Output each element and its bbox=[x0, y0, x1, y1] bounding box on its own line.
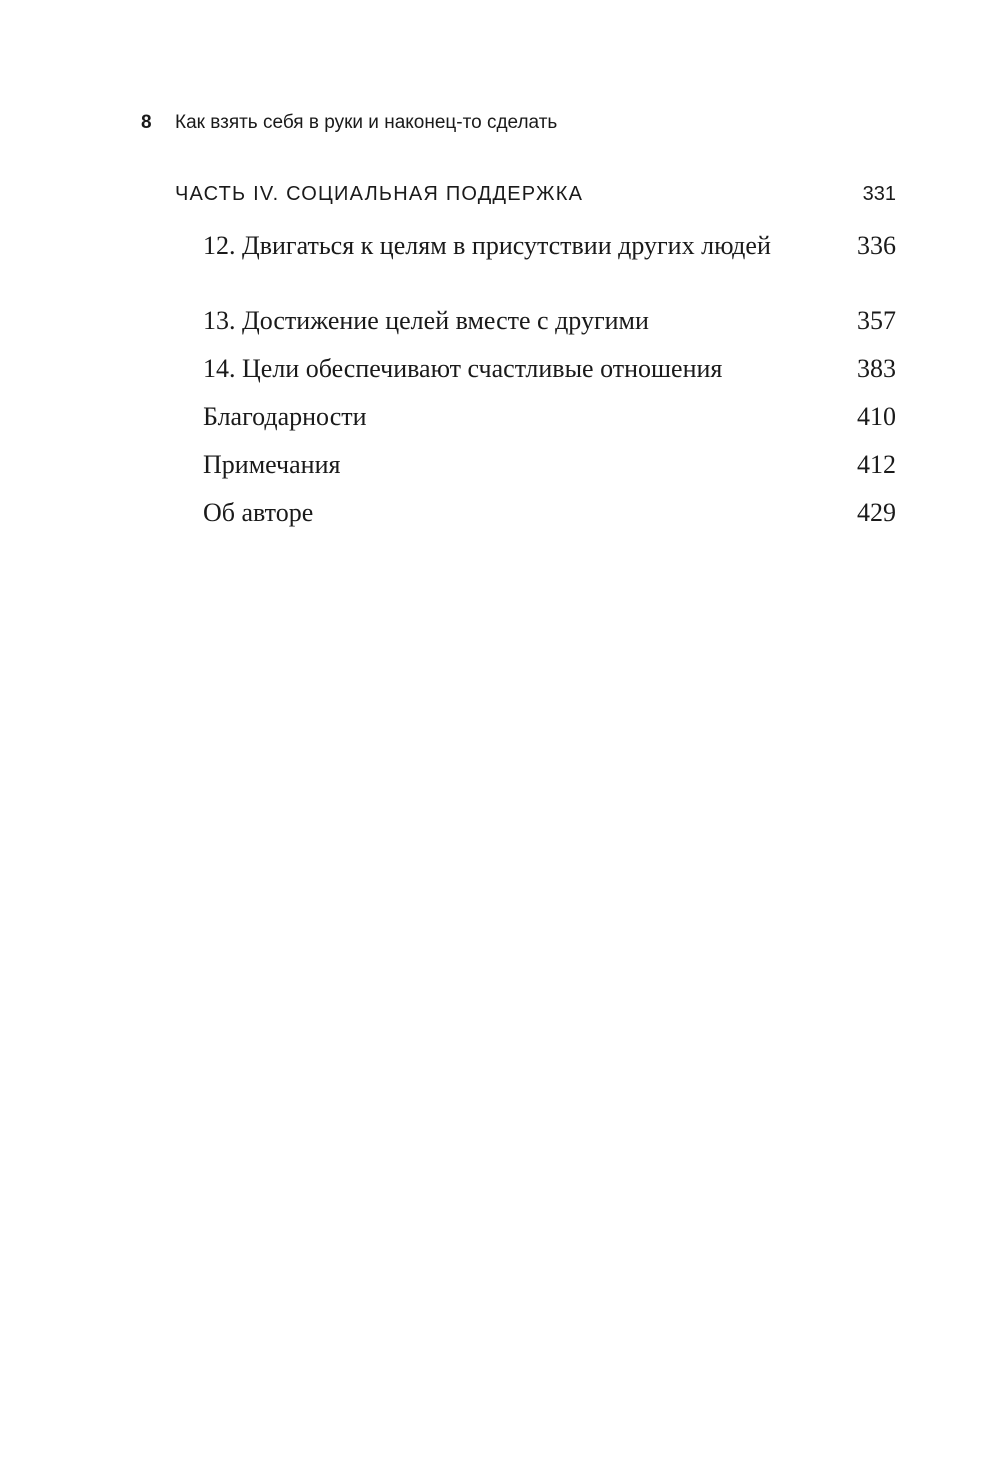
entry-title: 13. Достижение целей вместе с другими bbox=[203, 306, 649, 335]
entry-page-number: 383 bbox=[857, 354, 896, 383]
toc-entry-chapter-14 bbox=[203, 355, 896, 382]
entry-title: Благодарности bbox=[203, 402, 367, 431]
entry-page-number: 336 bbox=[857, 231, 896, 260]
entry-page-number: 357 bbox=[857, 306, 896, 335]
entry-page-number: 429 bbox=[857, 498, 896, 527]
book-title: Как взять себя в руки и наконец-то сделать bbox=[175, 112, 558, 133]
part-title: ЧАСТЬ IV. СОЦИАЛЬНАЯ ПОДДЕРЖКА bbox=[175, 183, 584, 205]
entry-page-number: 410 bbox=[857, 402, 896, 431]
entry-title: Об авторе bbox=[203, 498, 314, 527]
entry-title: 12. Двигаться к целям в присутствии других людей bbox=[203, 231, 771, 260]
toc-entry-notes bbox=[203, 451, 896, 478]
toc-part-heading bbox=[175, 183, 896, 206]
page-number: 8 bbox=[141, 112, 152, 133]
entry-title: Примечания bbox=[203, 450, 341, 479]
toc-entry-acknowledgements bbox=[203, 403, 896, 430]
running-head bbox=[141, 112, 557, 134]
entry-page-number: 412 bbox=[857, 450, 896, 479]
toc-entry-chapter-12 bbox=[203, 232, 896, 259]
toc-entry-chapter-13 bbox=[203, 307, 896, 334]
toc-entry-about-author bbox=[203, 499, 896, 526]
entry-title: 14. Цели обеспечивают счастливые отношения bbox=[203, 354, 723, 383]
part-page-number: 331 bbox=[862, 183, 896, 205]
